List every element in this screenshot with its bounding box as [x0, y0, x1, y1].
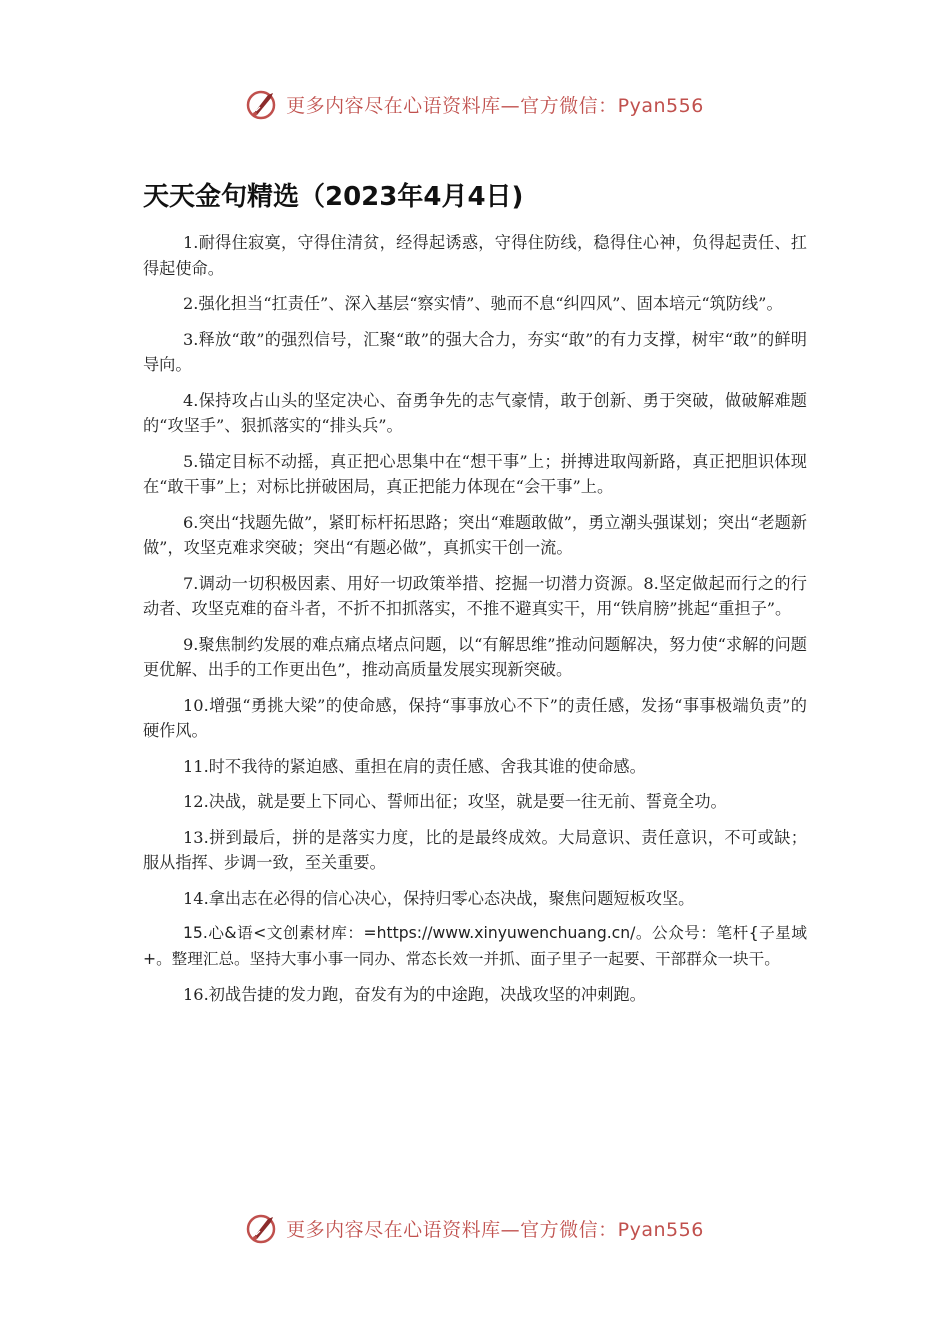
- quote-paragraph: 2.强化担当“扛责任”、深入基层“察实情”、驰而不息“纠四风”、固本培元“筑防线”。: [183, 294, 783, 313]
- quote-paragraph: 9.聚焦制约发展的难点痛点堵点问题，以“有解思维”推动问题解决，努力使“求解的问题更优解、出手的工作更出色”，推动高质量发展实现新突破。: [143, 634, 807, 679]
- banner-text: 更多内容尽在心语资料库—官方微信：Pyan556: [286, 1218, 704, 1241]
- header-banner: [0, 84, 950, 124]
- quote-paragraph: 14.拿出志在必得的信心决心，保持归零心态决战，聚焦问题短板攻坚。: [183, 888, 695, 908]
- quote-paragraph: 5.锚定目标不动摇，真正把心思集中在“想干事”上；拼搏进取闯新路，真正把胆识体现在“敢干事”上；对标比拼破困局，真正把能力体现在“会干事”上。: [143, 451, 807, 496]
- quote-paragraph: 10.增强“勇挑大梁”的使命感，保持“事事放心不下”的责任感，发扬“事事极端负责”的硬作风。: [143, 695, 807, 740]
- pen-logo-icon: [246, 1211, 280, 1245]
- banner-text: 更多内容尽在心语资料库—官方微信：Pyan556: [286, 94, 704, 117]
- quote-paragraph: 7.调动一切积极因素、用好一切政策举措、挖掘一切潜力资源。8.坚定做起而行之的行动者、攻坚克难的奋斗者，不折不扣抓落实，不推不避真实干，用“铁肩膀”挑起“重担子”。: [143, 573, 807, 618]
- quote-paragraph: 6.突出“找题先做”，紧盯标杆拓思路；突出“难题敢做”，勇立潮头强谋划；突出“老题新做”，攻坚克难求突破；突出“有题必做”，真抓实干创一流。: [143, 512, 807, 557]
- quote-paragraph: 15.心&语<文创素材库：=https://www.xinyuwenchuang.cn/。公众号：笔杆{子星域+。整理汇总。坚持大事小事一同办、常态长效一并抓、面子里子一起要、干部群众一块干。: [143, 924, 807, 968]
- quote-paragraph: 12.决战，就是要上下同心、誓师出征；攻坚，就是要一往无前、誓竟全功。: [183, 792, 727, 811]
- quote-list: [143, 230, 807, 1018]
- quote-paragraph: 13.拼到最后，拼的是落实力度，比的是最终成效。大局意识、责任意识，不可或缺；服从指挥、步调一致，至关重要。: [143, 827, 807, 872]
- footer-banner: [0, 1208, 950, 1248]
- quote-paragraph: 1.耐得住寂寞，守得住清贫，经得起诱惑，守得住防线，稳得住心神，负得起责任、扛得起使命。: [143, 233, 807, 278]
- quote-paragraph: 16.初战告捷的发力跑，奋发有为的中途跑，决战攻坚的冲刺跑。: [183, 985, 646, 1004]
- quote-paragraph: 11.时不我待的紧迫感、重担在肩的责任感、舍我其谁的使命感。: [183, 756, 646, 776]
- quote-paragraph: 3.释放“敢”的强烈信号，汇聚“敢”的强大合力，夯实“敢”的有力支撑，树牢“敢”的鲜明导向。: [143, 329, 807, 374]
- quote-paragraph: 4.保持攻占山头的坚定决心、奋勇争先的志气豪情，敢于创新、勇于突破，做破解难题的“攻坚手”、狠抓落实的“排头兵”。: [143, 390, 807, 435]
- page-title: 天天金句精选（2023年4月4日): [143, 182, 524, 212]
- pen-logo-icon: [246, 87, 280, 121]
